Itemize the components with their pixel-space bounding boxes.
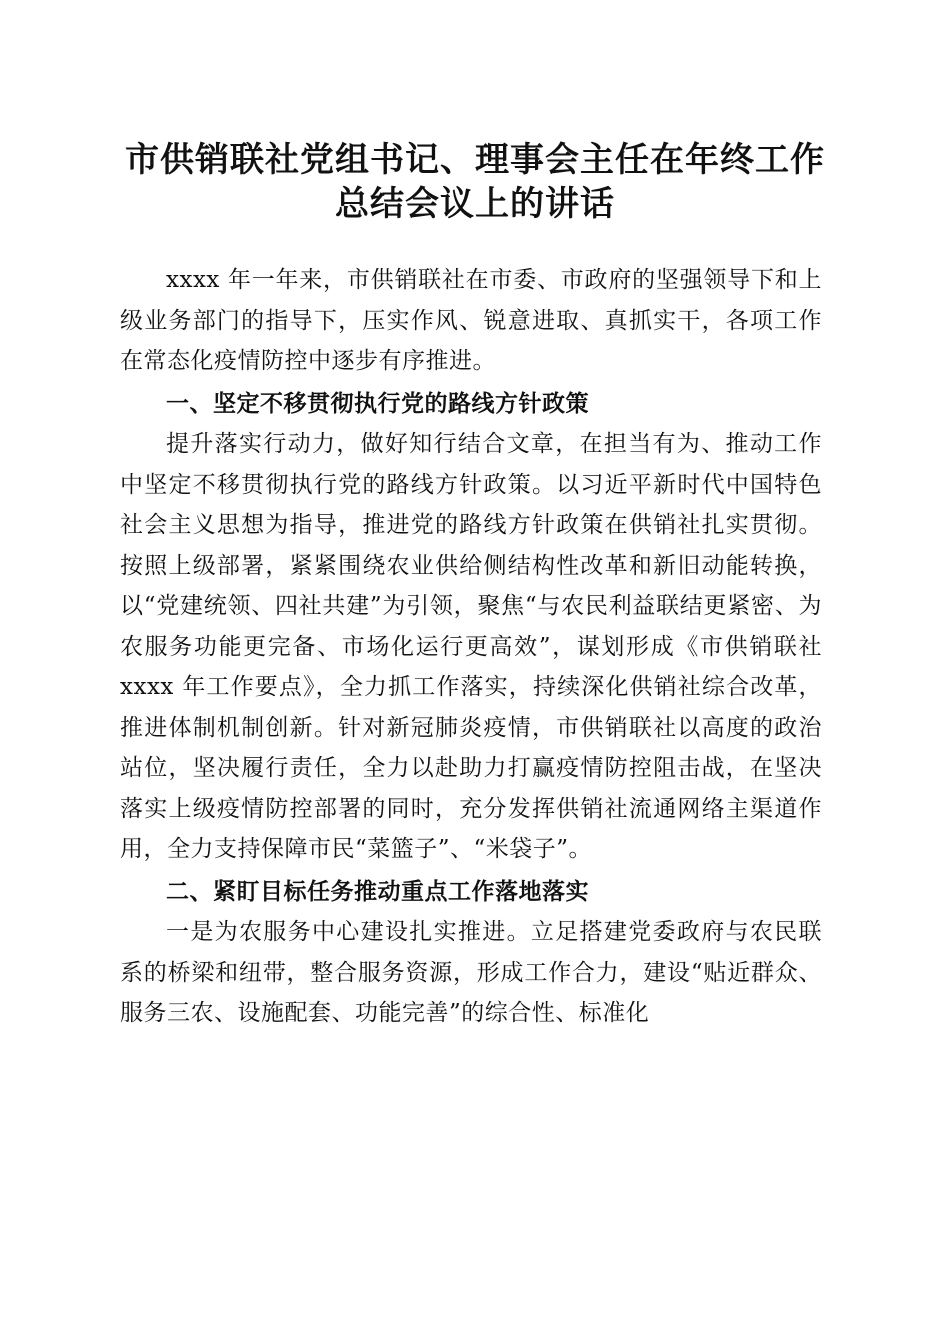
document-title-line-1: 市供销联社党组书记、理事会主任在年终工作 <box>125 140 825 180</box>
section-1-paragraph: 提升落实行动力，做好知行结合文章，在担当有为、推动工作中坚定不移贯彻执行党的路线方针政策。以习近平新时代中国特色社会主义思想为指导，推进党的路线方针政策在供销社扎实贯彻。按照上级部署，紧紧围绕农业供给侧结构性改革和新旧动能转换，以“党建统领、四社共建”为引领，聚焦“与农民利益联结更紧密、为农服务功能更完备、市场化运行更高效”，谋划形成《市供销联社 xxxx 年工作要点》，全力抓工作落实，持续深化供销社综合改革，推进体制机制创新。针对新冠肺炎疫情，市供销联社以高度的政治站位，坚决履行责任，全力以赴助力打赢疫情防控阻击战，在坚决落实上级疫情防控部署的同时，充分发挥供销社流通网络主渠道作用，全力支持保障市民“菜篮子”、“米袋子”。 <box>120 431 822 862</box>
document-title-line-2: 总结会议上的讲话 <box>335 184 615 224</box>
section-1-heading: 一、坚定不移贯彻执行党的路线方针政策 <box>166 390 589 417</box>
section-2-heading: 二、紧盯目标任务推动重点工作落地落实 <box>166 878 589 905</box>
intro-paragraph: xxxx 年一年来，市供销联社在市委、市政府的坚强领导下和上级业务部门的指导下，压实作风、锐意进取、真抓实干，各项工作在常态化疫情防控中逐步有序推进。 <box>120 267 822 374</box>
document-body <box>120 260 822 1034</box>
section-2-paragraph: 一是为农服务中心建设扎实推进。立足搭建党委政府与农民联系的桥梁和纽带，整合服务资源，形成工作合力，建设“贴近群众、服务三农、设施配套、功能完善”的综合性、标准化 <box>120 919 822 1026</box>
